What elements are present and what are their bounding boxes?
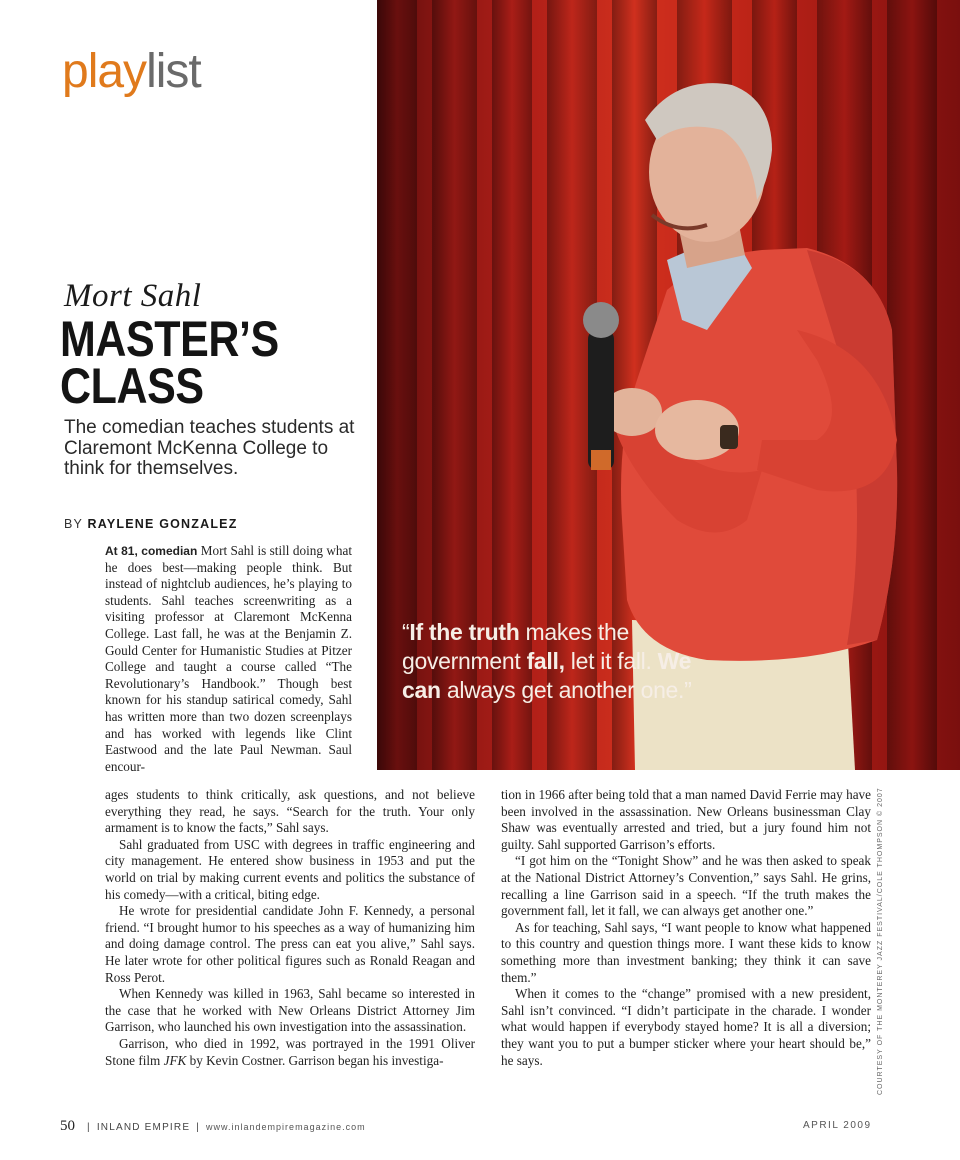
- lead-in: At 81, comedian: [105, 544, 198, 558]
- body-column-2: [501, 787, 871, 1069]
- pull-quote: [402, 618, 692, 705]
- body-paragraph: When it comes to the “change” promised with a new president, Sahl isn’t convinced. “I didn’t participate in the charade. I wonder what would happen if everybody stayed home? It is all a diversion; they want you to put a bumper sticker where your heart should be,” he says.: [501, 986, 871, 1068]
- footer-divider: |: [196, 1122, 201, 1133]
- section-tag: [62, 45, 201, 98]
- body-paragraph: “I got him on the “Tonight Show” and he was then asked to speak at the National District Attorney’s Convention,” says Sahl. He grins, recalling a line Garrison said in a speech. “If the truth makes the government fall, let it fall, we can always get another one.”: [501, 853, 871, 919]
- body-paragraph: As for teaching, Sahl says, “I want people to know what happened to this country and question things more. I want these kids to know something more than investment banking; they think it can save them.”: [501, 919, 871, 985]
- body-paragraph: Sahl graduated from USC with degrees in traffic engineering and city management. He entered show business in 1953 and put the world on trial by making current events and politics the substance of his comedy—with a critical, biting edge.: [105, 836, 475, 902]
- headline-line-1: MASTER’S: [60, 311, 279, 367]
- body-paragraph: [105, 1036, 475, 1069]
- body-paragraph: tion in 1966 after being told that a man named David Ferrie may have been involved in the assassination. New Orleans businessman Clay Shaw was eventually arrested and tried, but a jury found him not guilty. Sahl supported Garrison’s efforts.: [501, 787, 871, 852]
- body-column-1-top: [105, 543, 352, 775]
- issue-date: APRIL 2009: [803, 1120, 872, 1131]
- body-paragraph: [105, 543, 352, 775]
- page-number: 50: [60, 1118, 75, 1134]
- footer-divider: |: [87, 1122, 91, 1133]
- byline: [64, 517, 238, 531]
- body-paragraph: When Kennedy was killed in 1963, Sahl became so interested in the case that he worked with New Orleans District Attorney Jim Garrison, who launched his own investigation into the assassination.: [105, 986, 475, 1035]
- body-text: Garrison, who died in 1992, was portrayed in the 1991 Oliver Stone film: [105, 1035, 475, 1068]
- body-paragraph: ages students to think critically, ask questions, and not believe everything they read, he says. “Search for the truth. Your only armament is to know the facts,” Sahl says.: [105, 787, 475, 836]
- section-tag-part2: list: [146, 45, 201, 98]
- body-text: by Kevin Costner. Garrison began his investiga-: [186, 1052, 444, 1068]
- section-tag-part1: play: [62, 45, 147, 98]
- photo-credit: COURTESY OF THE MONTEREY JAZZ FESTIVAL/COLE THOMPSON © 2007: [877, 787, 884, 1095]
- pull-quote-open: “: [402, 619, 410, 645]
- body-text: Mort Sahl is still doing what he does best—making people think. But instead of nightclub audiences, he’s playing to students. Sahl teaches screenwriting as a visiting professor at Claremont McKenna College. Last fall, he was at the Benjamin Z. Gould Center for Humanistic Studies at Pitzer College and taught a course called “The Revolutionary’s Handbook.” Though best known for his standup satirical comedy, Sahl has written more than two dozen screenplays and has worked with legends like Clint Eastwood and the late Paul Newman. Saul encour-: [105, 543, 353, 774]
- headline: [60, 311, 279, 414]
- pull-quote-text-1: makes the government: [402, 619, 629, 674]
- kicker: Mort Sahl: [64, 278, 202, 314]
- pull-quote-bold-1: If the truth: [409, 619, 520, 645]
- pull-quote-bold-3: We can: [402, 648, 692, 703]
- pull-quote-text-2: let it fall.: [564, 648, 658, 674]
- magazine-name: INLAND EMPIRE: [96, 1122, 191, 1133]
- pull-quote-bold-2: fall,: [526, 648, 565, 674]
- magazine-url[interactable]: www.inlandempiremagazine.com: [206, 1122, 366, 1132]
- byline-name: RAYLENE GONZALEZ: [87, 517, 238, 531]
- page-footer: [60, 1118, 366, 1135]
- pull-quote-text-3: always get another one.”: [440, 677, 692, 703]
- body-paragraph: He wrote for presidential candidate John F. Kennedy, a personal friend. “I brought humor to his speeches as a way of humanizing him and doing damage control. The press can eat you alive,” Sahl says. He later wrote for other political figures such as Ronald Reagan and Ross Perot.: [105, 903, 475, 985]
- deck: The comedian teaches students at Claremont McKenna College to think for themselves.: [64, 417, 355, 479]
- film-title: JFK: [163, 1052, 187, 1068]
- headline-line-2: CLASS: [60, 358, 204, 414]
- byline-prefix: BY: [64, 517, 83, 531]
- body-column-1-bottom: [105, 787, 475, 1069]
